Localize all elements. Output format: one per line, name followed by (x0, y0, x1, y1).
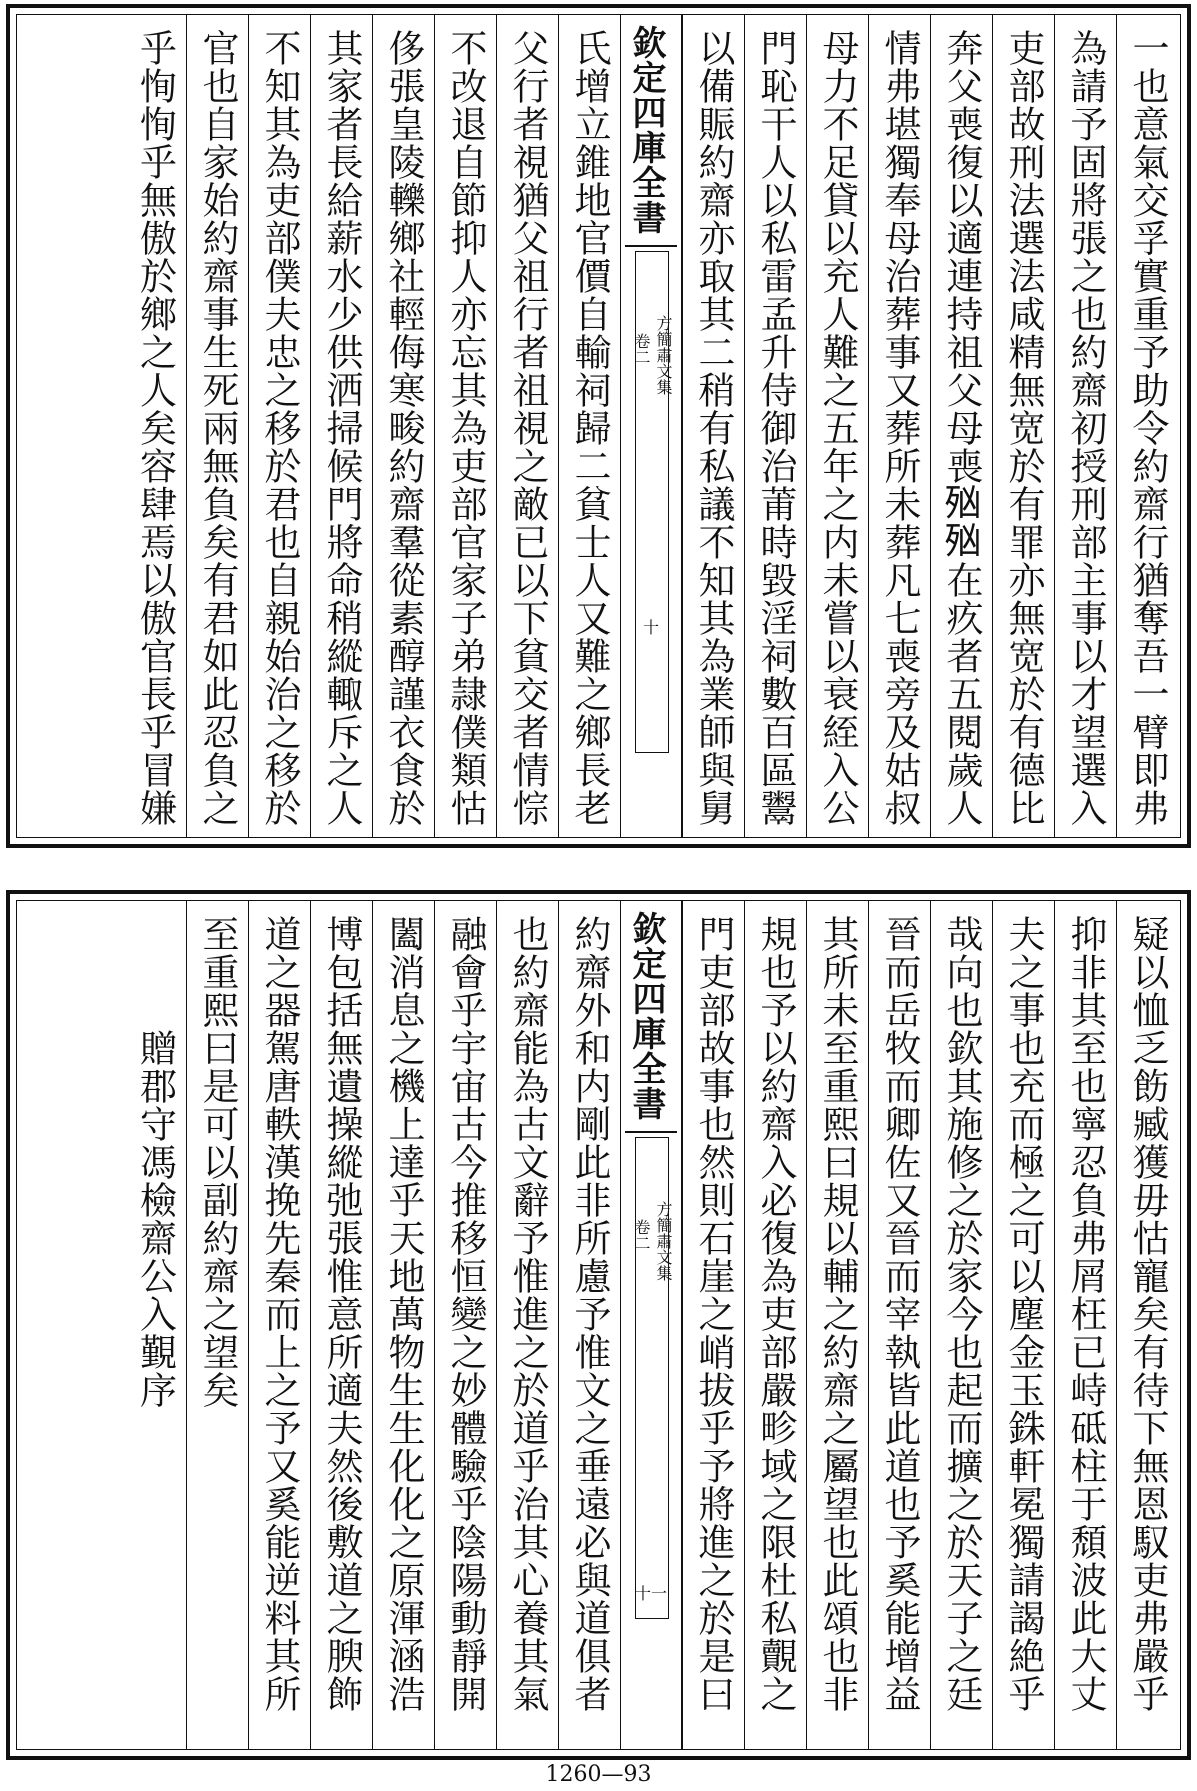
top-text-column (868, 15, 930, 837)
top-column-text: 母力不足貸以充人難之五年之内未嘗以衰絰入公 (816, 29, 859, 827)
bottom-column-text: 門吏部故事也然則石崖之峭拔乎予將進之於是曰 (692, 915, 735, 1713)
top-text-column (1054, 15, 1116, 837)
bottom-column-text: 闔消息之機上達乎天地萬物生生化化之原渾涵浩 (382, 915, 425, 1713)
bottom-center-column (620, 901, 682, 1749)
top-page (6, 4, 1191, 848)
top-column-text: 情弗堪獨奉母治葬事又葬所未葬凡七喪旁及姑叔 (878, 29, 921, 827)
bottom-header-title: 欽定四庫全書 (626, 911, 666, 1121)
top-column-text: 乎恂恂乎無傲於鄉之人矣容肆焉以傲官長乎冒嫌 (133, 29, 177, 827)
top-text-column (992, 15, 1054, 837)
bottom-column-text: 道之器駕唐軼漢挽先秦而上之予又奚能逆料其所 (258, 915, 301, 1713)
bottom-column-text: 至重熙曰是可以副約齋之望矣 (196, 915, 239, 1409)
bottom-text-column (372, 901, 434, 1749)
bottom-text-column (992, 901, 1054, 1749)
top-column-text: 吏部故刑法選法咸精無宽於有罪亦無宽於有德比 (1002, 29, 1045, 827)
bottom-volume-label: 卷二 (632, 1219, 651, 1251)
top-column-text: 奔父喪復以適連持祖父母喪𣧑𣧑在疚者五閱歲人 (940, 29, 983, 827)
top-text-column (496, 15, 558, 837)
top-text-column (930, 15, 992, 837)
bottom-column-text: 也約齋能為古文辭予惟進之於道乎治其心養其氣 (506, 915, 549, 1713)
bottom-column-text: 晉而岳牧而卿佐又晉而宰執皆此道也予奚能增益 (878, 915, 921, 1713)
top-text-column (806, 15, 868, 837)
top-column-text: 其家者長給薪水少供洒掃候門將命稍縱輙斥之人 (320, 29, 363, 827)
bottom-column-text: 規也予以約齋入必復為吏部嚴畛域之限杜私覿之 (754, 915, 797, 1713)
bottom-text-column (558, 901, 620, 1749)
bottom-column-text: 其所未至重熙曰規以輔之約齋之屬望也此頌也非 (816, 915, 859, 1713)
bottom-text-column (1054, 901, 1116, 1749)
top-column-text: 官也自家始約齋事生死兩無負矣有君如此忍負之 (196, 29, 239, 827)
top-column-text: 不改退自節抑人亦忘其為吏部官家子弟隷僕類怙 (444, 29, 487, 827)
bottom-column-text: 抑非其至也寧忍負弗屑枉已峙砥柱于頹波此大丈 (1064, 915, 1107, 1713)
top-column-text: 氏增立錐地官價自輸祠歸二貧士人又難之鄉長老 (568, 29, 611, 827)
top-text-column (372, 15, 434, 837)
bottom-column-text: 贈郡守馮檢齋公入覲序 (133, 1029, 177, 1409)
bottom-text-column (744, 901, 806, 1749)
bottom-column-text: 夫之事也充而極之可以塵金玉銖軒冕獨請謁絶乎 (1002, 915, 1045, 1713)
top-center-column (620, 15, 682, 837)
top-text-column (434, 15, 496, 837)
top-page-frame (16, 14, 1181, 838)
bottom-column-text: 融會乎宇宙古今推移恒變之妙體驗乎陰陽動靜開 (444, 915, 487, 1713)
bottom-text-column (496, 901, 558, 1749)
bottom-column-text: 約齋外和内剛此非所慮予惟文之垂遠必與道俱者 (568, 915, 611, 1713)
top-text-column (248, 15, 310, 837)
bottom-page (6, 890, 1191, 1760)
bottom-text-column (930, 901, 992, 1749)
bottom-text-column (1116, 901, 1178, 1749)
page-footer-number: 1260—93 (545, 1762, 652, 1787)
top-header-title: 欽定四庫全書 (626, 25, 666, 235)
top-page-number: 十 (642, 618, 659, 637)
top-text-column (310, 15, 372, 837)
bottom-text-column (186, 901, 248, 1749)
top-text-column (1116, 15, 1178, 837)
top-column-text: 以備賑約齋亦取其二稍有私議不知其為業師與舅 (692, 29, 735, 827)
top-column-text: 一也意氣交孚實重予助令約齋行猶奪吾一臂即弗 (1126, 29, 1169, 827)
bottom-column-text: 哉向也欽其施修之於家今也起而擴之於天子之廷 (940, 915, 983, 1713)
top-column-text: 不知其為吏部僕夫忠之移於君也自親始治之移於 (258, 29, 301, 827)
top-column-text: 父行者視猶父祖行者祖視之敵已以下貧交者情悰 (506, 29, 549, 827)
top-text-column (682, 15, 744, 837)
top-column-text: 門恥干人以私雷孟升侍御治莆時毀淫祠數百區鬻 (754, 29, 797, 827)
top-book-name: 方簡肅文集 (654, 315, 673, 395)
top-fishtail-rule (625, 245, 677, 247)
bottom-book-name: 方簡肅文集 (654, 1201, 673, 1281)
bottom-text-column (310, 901, 372, 1749)
bottom-text-column (682, 901, 744, 1749)
top-text-column (124, 15, 186, 837)
bottom-fishtail-rule (625, 1131, 677, 1133)
bottom-column-text: 博包括無遺操縱弛張惟意所適夫然後敷道之腴飾 (320, 915, 363, 1713)
top-column-text: 侈張皇陵轢鄉社輕侮寒畯約齋羣從素醇謹衣食於 (382, 29, 425, 827)
top-text-column (186, 15, 248, 837)
bottom-page-number: 十一 (634, 1584, 667, 1603)
top-text-column (744, 15, 806, 837)
top-volume-label: 卷二 (632, 333, 651, 365)
bottom-text-column (124, 901, 186, 1749)
bottom-text-column (806, 901, 868, 1749)
bottom-text-column (434, 901, 496, 1749)
bottom-text-column (248, 901, 310, 1749)
bottom-page-frame (16, 900, 1181, 1750)
bottom-column-text: 疑以恤乏飭臧獲毋怙寵矣有待下無恩馭吏弗嚴乎 (1126, 915, 1169, 1713)
bottom-text-column (868, 901, 930, 1749)
top-column-text: 為請予固將張之也約齋初授刑部主事以才望選入 (1064, 29, 1107, 827)
top-text-column (558, 15, 620, 837)
